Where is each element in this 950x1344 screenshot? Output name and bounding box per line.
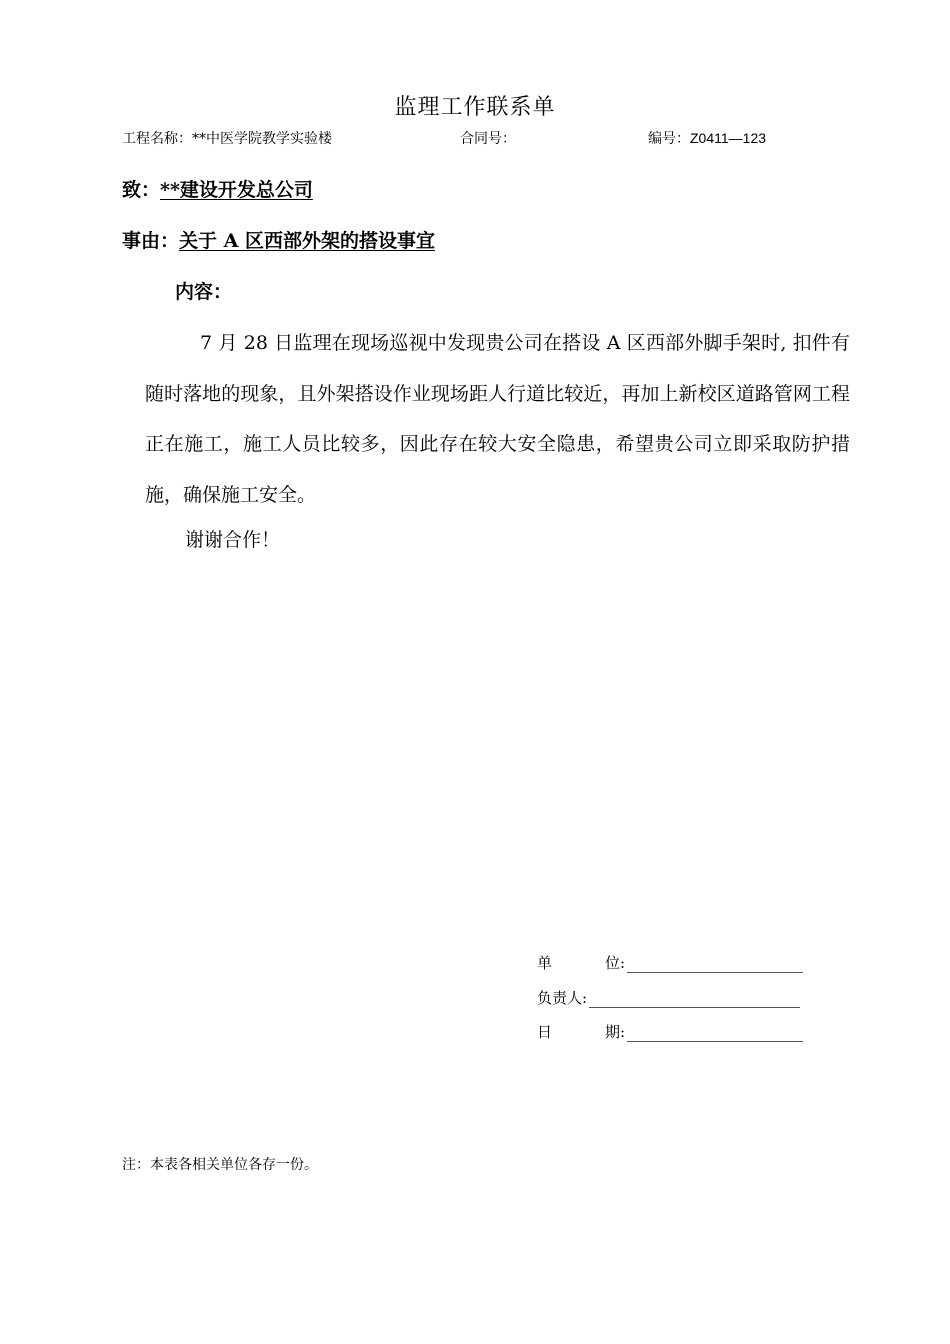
subject-value: 关于 A 区西部外架的搭设事宜 (179, 230, 435, 252)
signature-responsible (537, 987, 800, 1008)
signature-date (537, 1021, 803, 1042)
subject-label: 事由： (122, 230, 180, 252)
content-body: 7 月 28 日监理在现场巡视中发现贵公司在搭设 A 区西部外脚手架时, 扣件有随时落地的现象，且外架搭设作业现场距人行道比较近，再加上新校区道路管网工程正在施工，施工人员比较多，因此存在较大安全隐患，希望贵公司立即采取防护措施，确保施工安全。 (145, 332, 850, 506)
signature-responsible-line (589, 993, 800, 1008)
signature-unit-line (627, 958, 803, 973)
recipient-label: 致： (122, 179, 161, 201)
content-label: 内容： (175, 281, 233, 303)
signature-unit-label-b: 位: (605, 954, 626, 972)
recipient-value: **建设开发总公司 (160, 179, 313, 201)
serial-value: Z0411—123 (690, 130, 767, 146)
footnote: 注：本表各相关单位各存一份。 (122, 1157, 318, 1173)
signature-date-line (627, 1027, 803, 1042)
signature-unit (537, 952, 803, 973)
signature-responsible-label: 负责人: (537, 989, 588, 1007)
recipient (122, 175, 313, 202)
document-title: 监理工作联系单 (394, 95, 556, 120)
signature-unit-label-a: 单 (537, 954, 553, 972)
serial-number (648, 128, 766, 148)
serial-label: 编号： (648, 131, 690, 147)
subject (122, 226, 435, 253)
thanks-text: 谢谢合作！ (185, 529, 281, 551)
project-name: 工程名称：**中医学院教学实验楼 (122, 131, 332, 147)
signature-date-label-b: 期: (605, 1023, 626, 1041)
signature-date-label-a: 日 (537, 1023, 553, 1041)
contract-number: 合同号： (460, 131, 516, 147)
